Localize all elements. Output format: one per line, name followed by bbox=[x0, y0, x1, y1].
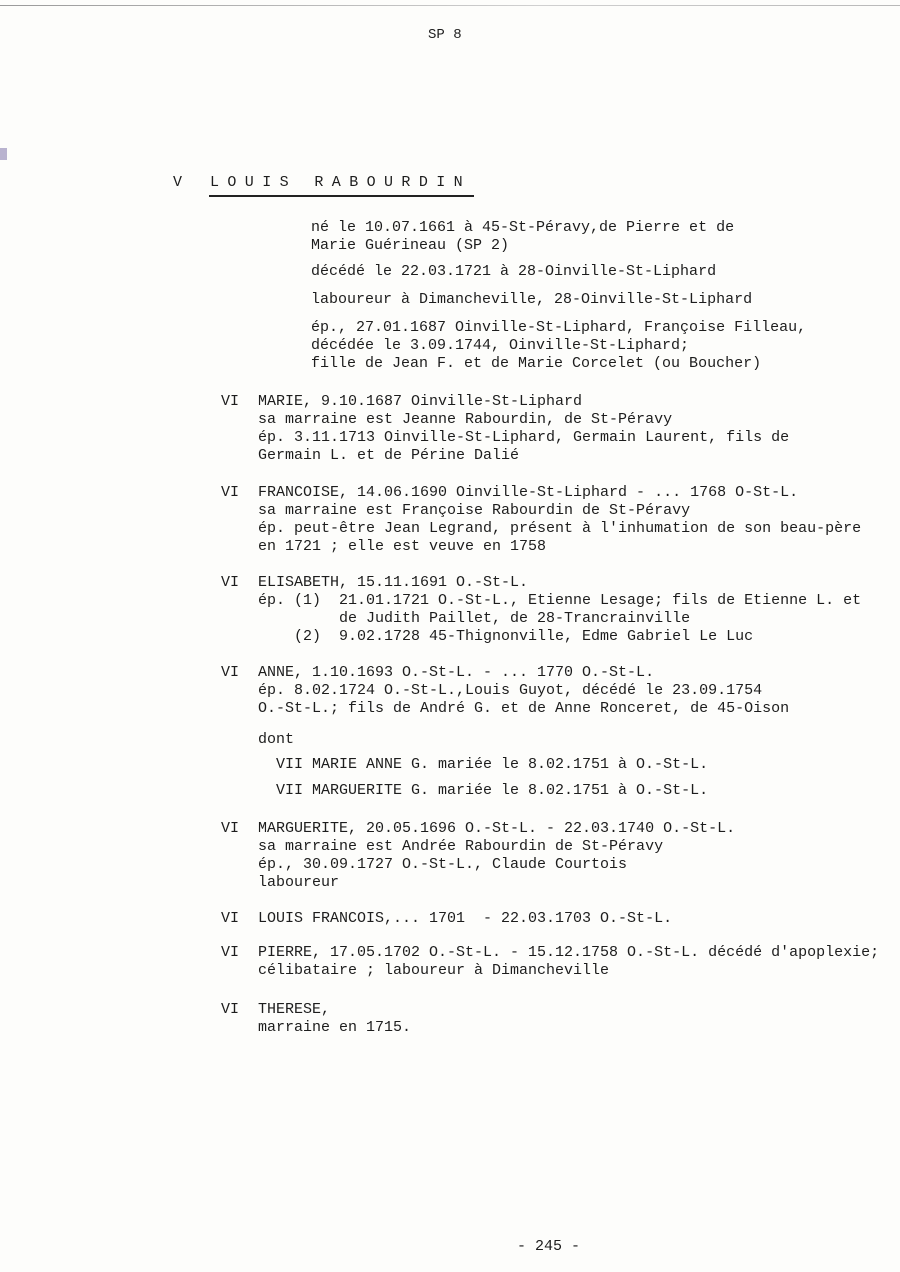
father-line: né le 10.07.1661 à 45-St-Péravy,de Pierre et de bbox=[311, 219, 735, 236]
child-line: LOUIS FRANCOIS,... 1701 - 22.03.1703 O.-St-L. bbox=[258, 910, 673, 927]
dont-label: dont bbox=[258, 731, 295, 748]
title-underline bbox=[209, 195, 474, 197]
child-line: (2) 9.02.1728 45-Thignonville, Edme Gabriel Le Luc bbox=[258, 628, 754, 645]
child-generation-marker: VI bbox=[221, 664, 240, 681]
child-generation-marker: VI bbox=[221, 574, 240, 591]
father-line: ép., 27.01.1687 Oinville-St-Liphard, Françoise Filleau, bbox=[311, 319, 807, 336]
scan-edge-mark bbox=[0, 148, 7, 160]
child-line: PIERRE, 17.05.1702 O.-St-L. - 15.12.1758 O.-St-L. décédé d'apoplexie; bbox=[258, 944, 880, 961]
child-line: FRANCOISE, 14.06.1690 Oinville-St-Liphard - ... 1768 O-St-L. bbox=[258, 484, 799, 501]
child-line: ép. 8.02.1724 O.-St-L.,Louis Guyot, décédé le 23.09.1754 bbox=[258, 682, 763, 699]
father-line: décédé le 22.03.1721 à 28-Oinville-St-Liphard bbox=[311, 263, 717, 280]
father-line: Marie Guérineau (SP 2) bbox=[311, 237, 510, 254]
father-line: fille de Jean F. et de Marie Corcelet (ou Boucher) bbox=[311, 355, 762, 372]
child-generation-marker: VI bbox=[221, 944, 240, 961]
child-line: en 1721 ; elle est veuve en 1758 bbox=[258, 538, 547, 555]
scan-top-rule bbox=[0, 5, 900, 6]
child-line: ANNE, 1.10.1693 O.-St-L. - ... 1770 O.-St-L. bbox=[258, 664, 655, 681]
generation-marker: V bbox=[173, 174, 183, 191]
page-header: SP 8 bbox=[428, 27, 462, 43]
child-line: sa marraine est Françoise Rabourdin de St-Péravy bbox=[258, 502, 691, 519]
child-generation-marker: VI bbox=[221, 1001, 240, 1018]
child-generation-marker: VI bbox=[221, 910, 240, 927]
child-line: O.-St-L.; fils de André G. et de Anne Ronceret, de 45-Oison bbox=[258, 700, 790, 717]
child-line: ELISABETH, 15.11.1691 O.-St-L. bbox=[258, 574, 529, 591]
grandchild-line: VII MARIE ANNE G. mariée le 8.02.1751 à O.-St-L. bbox=[276, 756, 709, 773]
child-line: ép., 30.09.1727 O.-St-L., Claude Courtois bbox=[258, 856, 628, 873]
child-line: ép. 3.11.1713 Oinville-St-Liphard, Germain Laurent, fils de bbox=[258, 429, 790, 446]
father-line: décédée le 3.09.1744, Oinville-St-Liphard; bbox=[311, 337, 690, 354]
father-line: laboureur à Dimancheville, 28-Oinville-St-Liphard bbox=[311, 291, 753, 308]
page-number: - 245 - bbox=[517, 1238, 581, 1255]
child-line: laboureur bbox=[258, 874, 340, 891]
child-line: ép. (1) 21.01.1721 O.-St-L., Etienne Lesage; fils de Etienne L. et bbox=[258, 592, 862, 609]
child-line: de Judith Paillet, de 28-Trancrainville bbox=[258, 610, 691, 627]
child-line: sa marraine est Jeanne Rabourdin, de St-Péravy bbox=[258, 411, 673, 428]
child-line: THERESE, bbox=[258, 1001, 331, 1018]
child-line: Germain L. et de Périne Dalié bbox=[258, 447, 520, 464]
child-line: sa marraine est Andrée Rabourdin de St-Péravy bbox=[258, 838, 664, 855]
person-name-title: LOUIS RABOURDIN bbox=[210, 174, 472, 191]
child-line: ép. peut-être Jean Legrand, présent à l'inhumation de son beau-père bbox=[258, 520, 862, 537]
child-line: MARIE, 9.10.1687 Oinville-St-Liphard bbox=[258, 393, 583, 410]
child-line: marraine en 1715. bbox=[258, 1019, 412, 1036]
child-generation-marker: VI bbox=[221, 393, 240, 410]
child-line: célibataire ; laboureur à Dimancheville bbox=[258, 962, 610, 979]
child-line: MARGUERITE, 20.05.1696 O.-St-L. - 22.03.1740 O.-St-L. bbox=[258, 820, 736, 837]
child-generation-marker: VI bbox=[221, 484, 240, 501]
child-generation-marker: VI bbox=[221, 820, 240, 837]
grandchild-line: VII MARGUERITE G. mariée le 8.02.1751 à O.-St-L. bbox=[276, 782, 709, 799]
